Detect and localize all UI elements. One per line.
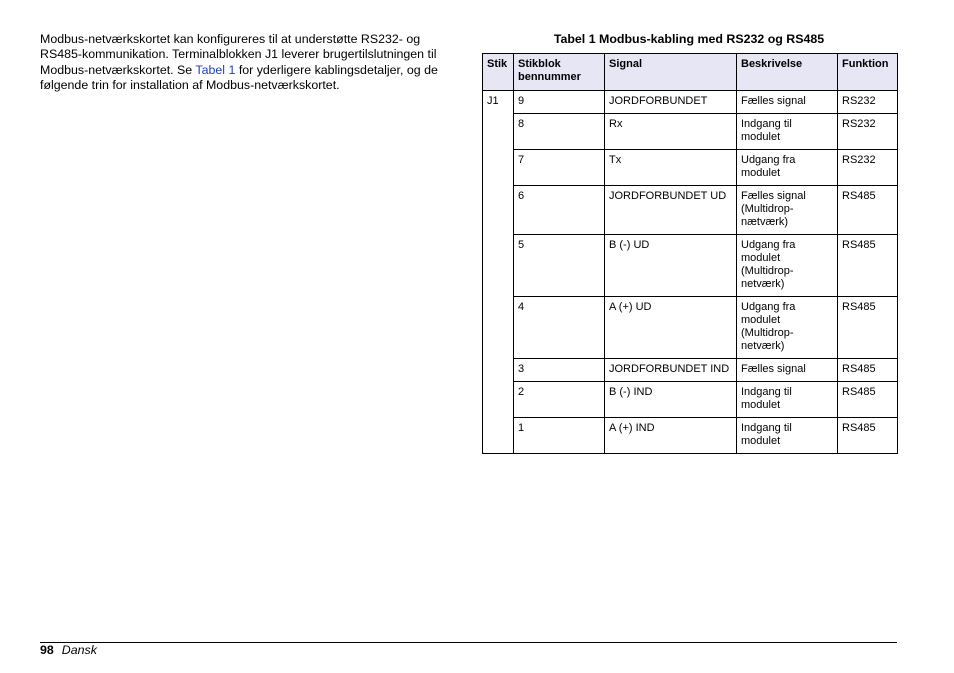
pin-cell: 5 [514,235,605,297]
signal-cell: A (+) UD [605,297,737,359]
stik-cell: J1 [483,91,514,454]
pin-cell: 2 [514,382,605,418]
beskrivelse-cell: Indgang til modulet [737,114,838,150]
table-row [483,418,898,454]
table-row [483,186,898,235]
footer-language: Dansk [61,643,97,657]
intro-paragraph [40,32,462,93]
signal-cell: Rx [605,114,737,150]
intro-text-before-link: Modbus-netværkskortet kan konfigureres til at understøtte RS232- og RS485-kommunikation. Terminalblokken J1 leverer brugertilslutningen til Modbus-netværkskortet. Se [40,32,437,77]
table-reference-link[interactable]: Tabel 1 [195,62,236,77]
funktion-cell: RS232 [838,150,898,186]
header-stikblok-bennummer: Stikblok bennummer [514,54,605,91]
signal-cell: JORDFORBUNDET IND [605,359,737,382]
beskrivelse-cell: Udgang fra modulet [737,150,838,186]
signal-cell: B (-) UD [605,235,737,297]
pin-cell: 3 [514,359,605,382]
signal-cell: Tx [605,150,737,186]
header-funktion: Funktion [838,54,898,91]
funktion-cell: RS485 [838,297,898,359]
table-row [483,150,898,186]
pin-cell: 1 [514,418,605,454]
table-row [483,359,898,382]
pin-cell: 7 [514,150,605,186]
beskrivelse-cell: Fælles signal (Multidrop-nætværk) [737,186,838,235]
page-footer [40,643,97,658]
funktion-cell: RS485 [838,235,898,297]
table-caption: Tabel 1 Modbus-kabling med RS232 og RS485 [553,32,825,46]
table-row [483,91,898,114]
beskrivelse-cell: Udgang fra modulet (Multidrop-netværk) [737,297,838,359]
funktion-cell: RS485 [838,418,898,454]
table-row [483,382,898,418]
header-signal: Signal [605,54,737,91]
beskrivelse-cell: Fælles signal [737,359,838,382]
signal-cell: B (-) IND [605,382,737,418]
intro-text-after-link: for yderligere kablingsdetaljer, og de følgende trin for installation af Modbus-netværkskortet. [40,62,438,92]
funktion-cell: RS485 [838,382,898,418]
table-row [483,114,898,150]
intro-paragraph-block [40,32,462,93]
funktion-cell: RS485 [838,359,898,382]
pin-cell: 8 [514,114,605,150]
pin-cell: 6 [514,186,605,235]
pin-cell: 4 [514,297,605,359]
beskrivelse-cell: Indgang til modulet [737,382,838,418]
funktion-cell: RS232 [838,114,898,150]
header-stik: Stik [483,54,514,91]
table-header-row [483,54,898,91]
beskrivelse-cell: Fælles signal [737,91,838,114]
funktion-cell: RS232 [838,91,898,114]
beskrivelse-cell: Udgang fra modulet (Multidrop-netværk) [737,235,838,297]
signal-cell: JORDFORBUNDET UD [605,186,737,235]
funktion-cell: RS485 [838,186,898,235]
header-beskrivelse: Beskrivelse [737,54,838,91]
signal-cell: A (+) IND [605,418,737,454]
table-row [483,297,898,359]
signal-cell: JORDFORBUNDET [605,91,737,114]
footer-divider [40,642,897,643]
beskrivelse-cell: Indgang til modulet [737,418,838,454]
pin-cell: 9 [514,91,605,114]
modbus-wiring-table [482,53,898,454]
page-number: 98 [40,643,54,657]
table-row [483,235,898,297]
